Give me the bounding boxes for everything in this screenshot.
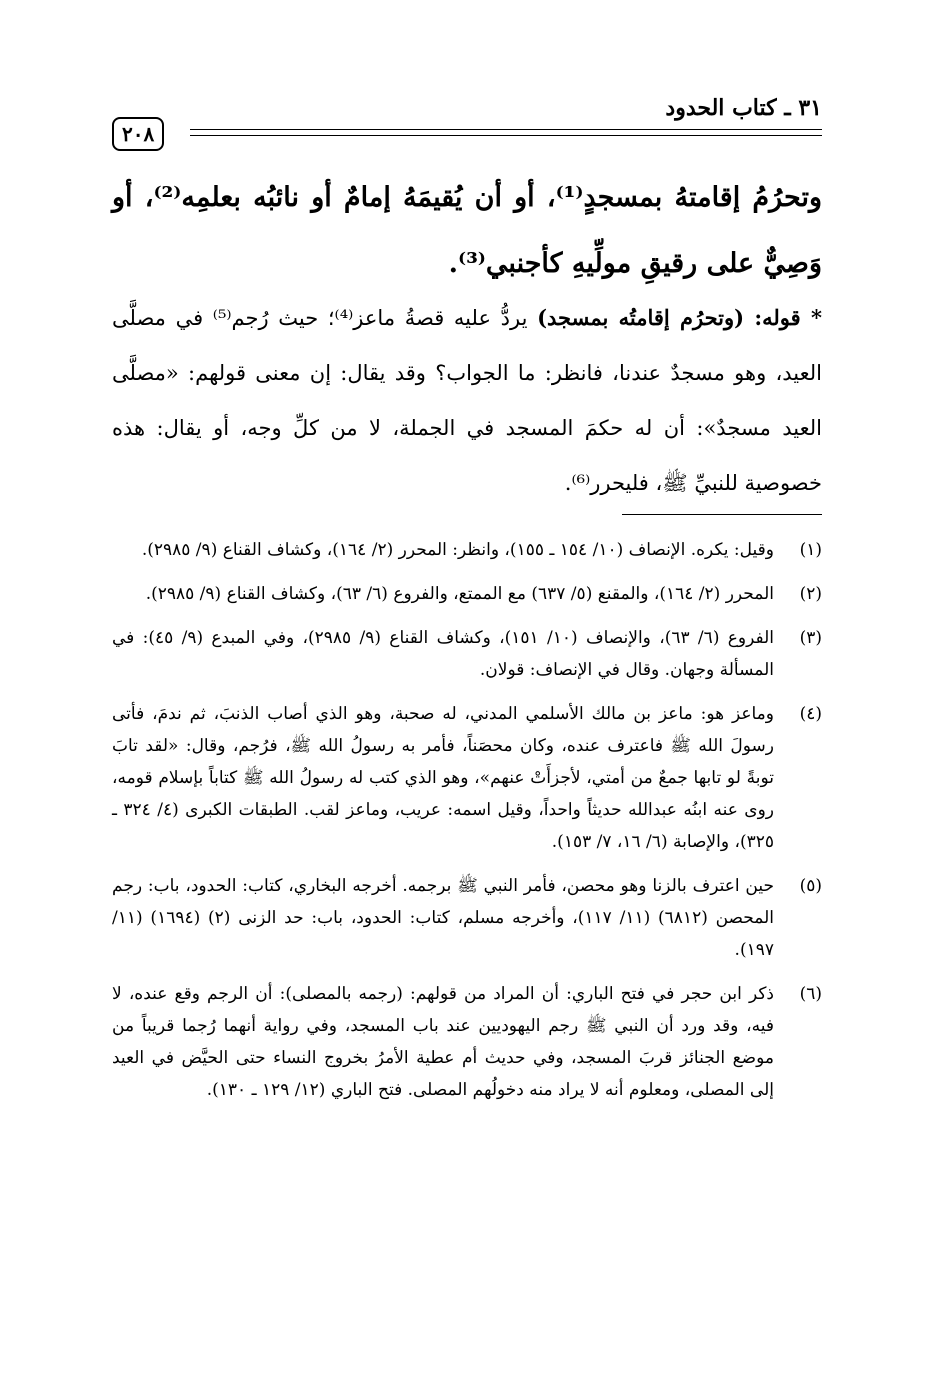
footnote: [112, 698, 822, 858]
footnote-number: (٣): [799, 628, 822, 648]
running-title: ٣١ ـ كتاب الحدود: [665, 95, 822, 121]
footnote-text: ذكر ابن حجر في فتح الباري: أن المراد من قولهم: (رجمه بالمصلى): أن الرجم وقع عنده، لا فيه، وقد ورد أن النبي ﷺ رجم اليهوديين عند باب المسجد، وفي رواية أنهما رُجما قريباً من موضع الجنائز قربَ المسجد، وفي حديث أم عطية الأمرُ بخروج النساء حتى الحيَّض في العيد إلى المصلى، ومعلوم أنه لا يراد منه دخولُهم المصلى. فتح الباري (١٢/ ١٢٩ ـ ١٣٠).: [112, 984, 774, 1100]
footnote-text: وماعز هو: ماعز بن مالك الأسلمي المدني، له صحبة، وهو الذي أصاب الذنبَ، ثم ندمَ، فأتى رسولَ الله ﷺ فاعترف عنده، وكان محصَناً، فأمر به رسولُ الله ﷺ، فرُجم، وقال: «لقد تابَ توبةً لو تابها جمعٌ من أمتي، لأجزأَتْ عنهم»، وهو الذي كتب له رسولُ الله ﷺ كتاباً بإسلام قومه، روى عنه ابنُه عبدالله حديثاً واحداً، وقيل اسمه: عريب، وماعز لقب. الطبقات الكبرى (٤/ ٣٢٤ ـ ٣٢٥)، والإصابة (٦/ ١٦، ٧/ ١٥٣).: [112, 704, 775, 852]
footnote: [112, 978, 822, 1106]
footnotes: [112, 534, 822, 1118]
footnote-number: (٥): [799, 876, 822, 896]
footnote-number: (٢): [799, 584, 822, 604]
footnote-text: المحرر (٢/ ١٦٤)، والمقنع (٥/ ٦٣٧) مع الممتع، والفروع (٦/ ٦٣)، وكشاف القناع (٩/ ٢٩٨٥).: [145, 584, 774, 604]
footnote: [112, 534, 822, 566]
page-header: [112, 95, 822, 153]
footnote-number: (٦): [799, 984, 822, 1004]
commentary-paragraph: [112, 290, 822, 511]
footnote: [112, 870, 822, 966]
footnote-text: الفروع (٦/ ٦٣)، والإنصاف (١٠/ ١٥١)، وكشاف القناع (٩/ ٢٩٨٥)، وفي المبدع (٩/ ٤٥): في المسألة وجهان. وقال في الإنصاف: قولان.: [112, 628, 775, 680]
header-rule: [190, 129, 822, 130]
footnote: [112, 622, 822, 686]
main-text: [112, 165, 822, 297]
footnote-number: (١): [799, 540, 822, 560]
footnote-separator: [622, 514, 822, 515]
commentary-text: يردُّ عليه قصةُ ماعز⁽⁴⁾؛ حيث رُجم⁽⁵⁾ في مصلَّى العيد، وهو مسجدٌ عندنا، فانظر: ما الجواب؟ وقد يقال: إن معنى قولهم: «مصلَّى العيد مسجدٌ»: أن له حكمَ المسجد في الجملة، لا من كلِّ وجه، أو يقال: هذه خصوصية للنبيِّ ﷺ، فليحرر⁽⁶⁾.: [112, 306, 822, 495]
header-rule-double: [190, 135, 822, 136]
commentary-marker: * قوله: (وتحرُم إقامتُه بمسجد): [537, 305, 822, 330]
page-number: ٢٠٨: [112, 117, 164, 151]
footnote: [112, 578, 822, 610]
footnote-text: حين اعترف بالزنا وهو محصن، فأمر النبي ﷺ برجمه. أخرجه البخاري، كتاب: الحدود، باب: رجم المحصن (٦٨١٢) (١١/ ١١٧)، وأخرجه مسلم، كتاب: الحدود، باب: حد الزنى (٢) (١٦٩٤) (١١/ ١٩٧).: [112, 876, 775, 960]
footnote-number: (٤): [799, 704, 822, 724]
footnote-text: وقيل: يكره. الإنصاف (١٠/ ١٥٤ ـ ١٥٥)، وانظر: المحرر (٢/ ١٦٤)، وكشاف القناع (٩/ ٢٩٨٥).: [141, 540, 774, 560]
main-text-paragraph: وتحرُمُ إقامتهُ بمسجدٍ⁽¹⁾، أو أن يُقيمَهُ إمامٌ أو نائبُه بعلمِه⁽²⁾، أو وَصِيٌّ على رقيقِ مولِّيهِ كأجنبي⁽³⁾.: [112, 182, 823, 279]
commentary: [112, 290, 822, 511]
